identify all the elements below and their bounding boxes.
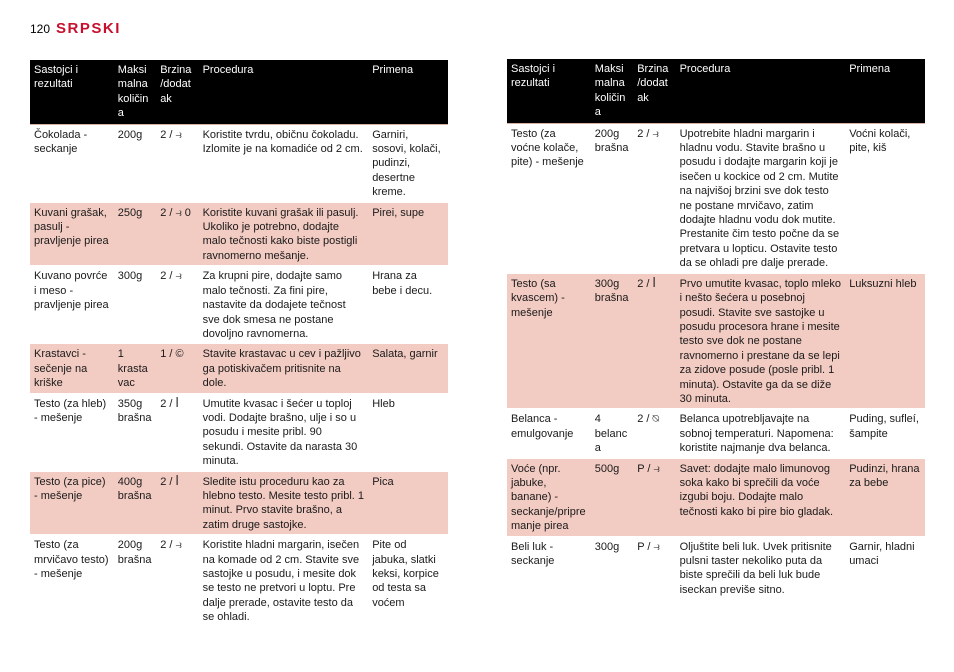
quantity-cell: 200g xyxy=(114,124,156,202)
table-row xyxy=(507,123,925,273)
ingredient-cell: Testo (za voćne kolače, pite) - mešenje xyxy=(507,123,591,273)
procedure-cell: Sledite istu proceduru kao za hlebno testo. Mesite testo pribl. 1 minut. Prvo stavite brašno, a zatim druge sastojke. xyxy=(199,471,369,535)
language-heading: SRPSKI xyxy=(56,20,121,37)
use-cell: Pite od jabuka, slatki keksi, korpice od testa sa voćem xyxy=(368,535,448,627)
speed-cell: 2 / ⥽ xyxy=(633,123,675,273)
quantity-cell: 200g brašna xyxy=(591,123,633,273)
col-ingredients: Sastojci i rezultati xyxy=(507,59,591,123)
table-row xyxy=(30,344,448,393)
left-table xyxy=(30,60,448,628)
use-cell: Pica xyxy=(368,471,448,535)
use-cell: Pirei, supe xyxy=(368,202,448,266)
ingredient-cell: Beli luk - seckanje xyxy=(507,536,591,600)
speed-cell: P / ⥽ xyxy=(633,536,675,600)
speed-cell: 2 / ꟾ xyxy=(156,393,198,471)
page-header xyxy=(30,20,121,37)
table-row xyxy=(507,409,925,458)
use-cell: Garniri, sosovi, kolači, pudinzi, desertne kreme. xyxy=(368,124,448,202)
procedure-cell: Upotrebite hladni margarin i hladnu vodu. Stavite brašno u posudu i dodajte margarin koji je isečen u kockice od 2 cm. Mutite na najvišoj brzini sve dok testo ne postane mrvičavo, zatim dodajte hladnu vodu dok mutite. Prestanite čim testo počne da se pretvara u lopticu. Ostavite testo da se ohladi pre dalje prerade. xyxy=(676,123,846,273)
table-row xyxy=(507,536,925,600)
speed-cell: 2 / ⥽ 0 xyxy=(156,202,198,266)
use-cell: Pudinzi, hrana za bebe xyxy=(845,458,925,536)
table-row xyxy=(30,535,448,627)
quantity-cell: 200g brašna xyxy=(114,535,156,627)
quantity-cell: 400g brašna xyxy=(114,471,156,535)
procedure-cell: Stavite krastavac u cev i pažljivo ga potiskivačem pritisnite na dole. xyxy=(199,344,369,393)
table-header-row xyxy=(507,59,925,123)
procedure-cell: Belanca upotrebljavajte na sobnoj temperaturi. Napomena: koristite najmanje dva belanca. xyxy=(676,409,846,458)
ingredient-cell: Belanca - emulgovanje xyxy=(507,409,591,458)
table-row xyxy=(30,266,448,344)
use-cell: Hrana za bebe i decu. xyxy=(368,266,448,344)
col-use: Primena xyxy=(368,60,448,124)
ingredient-cell: Krastavci - sečenje na kriške xyxy=(30,344,114,393)
page-number: 120 xyxy=(30,22,51,36)
col-use: Primena xyxy=(845,59,925,123)
procedure-cell: Prvo umutite kvasac, toplo mleko i nešto šećera u posebnoj posudi. Stavite sve sastojke u posudu procesora hrane i mesite testo sve dok ne postane ravnomerno i prestane da se lepi za zidove posude (posle pribl. 1 minuta). Ostavite ga da se diže 30 minuta. xyxy=(676,273,846,409)
ingredient-cell: Voće (npr. jabuke, banane) - seckanje/pripre manje pirea xyxy=(507,458,591,536)
procedure-cell: Koristite kuvani grašak ili pasulj. Ukoliko je potrebno, dodajte malo tečnosti kako biste postigli ravnomerno mešanje. xyxy=(199,202,369,266)
quantity-cell: 350g brašna xyxy=(114,393,156,471)
speed-cell: 2 / ⥽ xyxy=(156,124,198,202)
table-row xyxy=(30,124,448,202)
quantity-cell: 250g xyxy=(114,202,156,266)
col-speed: Brzina /dodat ak xyxy=(633,59,675,123)
table-row xyxy=(30,202,448,266)
ingredient-cell: Testo (za mrvičavo testo) - mešenje xyxy=(30,535,114,627)
use-cell: Salata, garnir xyxy=(368,344,448,393)
ingredient-cell: Kuvani grašak, pasulj - pravljenje pirea xyxy=(30,202,114,266)
use-cell: Garnir, hladni umaci xyxy=(845,536,925,600)
procedure-cell: Koristite tvrdu, običnu čokoladu. Izlomite je na komadiće od 2 cm. xyxy=(199,124,369,202)
speed-cell: 2 / ⍉ xyxy=(633,409,675,458)
quantity-cell: 500g xyxy=(591,458,633,536)
table-row xyxy=(507,273,925,409)
col-procedure: Procedura xyxy=(199,60,369,124)
use-cell: Hleb xyxy=(368,393,448,471)
speed-cell: P / ⥽ xyxy=(633,458,675,536)
quantity-cell: 300g xyxy=(114,266,156,344)
use-cell: Puding, sufleí, šampite xyxy=(845,409,925,458)
speed-cell: 2 / ⥽ xyxy=(156,535,198,627)
col-ingredients: Sastojci i rezultati xyxy=(30,60,114,124)
speed-cell: 2 / ꟾ xyxy=(633,273,675,409)
speed-cell: 2 / ꟾ xyxy=(156,471,198,535)
ingredient-cell: Testo (za hleb) - mešenje xyxy=(30,393,114,471)
col-speed: Brzina /dodat ak xyxy=(156,60,198,124)
quantity-cell: 300g xyxy=(591,536,633,600)
right-table xyxy=(507,59,925,600)
quantity-cell: 1 krasta vac xyxy=(114,344,156,393)
table-row xyxy=(30,471,448,535)
ingredient-cell: Testo (za pice) - mešenje xyxy=(30,471,114,535)
procedure-cell: Koristite hladni margarin, isečen na komade od 2 cm. Stavite sve sastojke u posudu, i mesite dok se testo ne pretvori u loptu. Pre dalje prerade, ostavite testo da se ohladi. xyxy=(199,535,369,627)
quantity-cell: 4 belanc a xyxy=(591,409,633,458)
table-header-row xyxy=(30,60,448,124)
ingredient-cell: Čokolada - seckanje xyxy=(30,124,114,202)
ingredient-cell: Testo (sa kvascem) - mešenje xyxy=(507,273,591,409)
ingredient-cell: Kuvano povrće i meso - pravljenje pirea xyxy=(30,266,114,344)
table-row xyxy=(507,458,925,536)
speed-cell: 2 / ⥽ xyxy=(156,266,198,344)
procedure-cell: Oljuštite beli luk. Uvek pritisnite pulsni taster nekoliko puta da biste sprečili da beli luk bude iseckan previše sitno. xyxy=(676,536,846,600)
col-quantity: Maksi malna količin a xyxy=(591,59,633,123)
use-cell: Luksuzni hleb xyxy=(845,273,925,409)
use-cell: Voćni kolači, pite, kiš xyxy=(845,123,925,273)
col-quantity: Maksi malna količin a xyxy=(114,60,156,124)
procedure-cell: Umutite kvasac i šećer u toploj vodi. Dodajte brašno, ulje i so u posudu i mesite pribl. 90 sekundi. Ostavite da narasta 30 minuta. xyxy=(199,393,369,471)
procedure-cell: Savet: dodajte malo limunovog soka kako bi sprečili da voće izgubi boju. Dodajte malo tečnosti kako bi pire bio gladak. xyxy=(676,458,846,536)
table-row xyxy=(30,393,448,471)
speed-cell: 1 / © xyxy=(156,344,198,393)
quantity-cell: 300g brašna xyxy=(591,273,633,409)
procedure-cell: Za krupni pire, dodajte samo malo tečnosti. Za fini pire, nastavite da dodajete tečnost sve dok smesa ne postane dovoljno ravnomerna. xyxy=(199,266,369,344)
col-procedure: Procedura xyxy=(676,59,846,123)
